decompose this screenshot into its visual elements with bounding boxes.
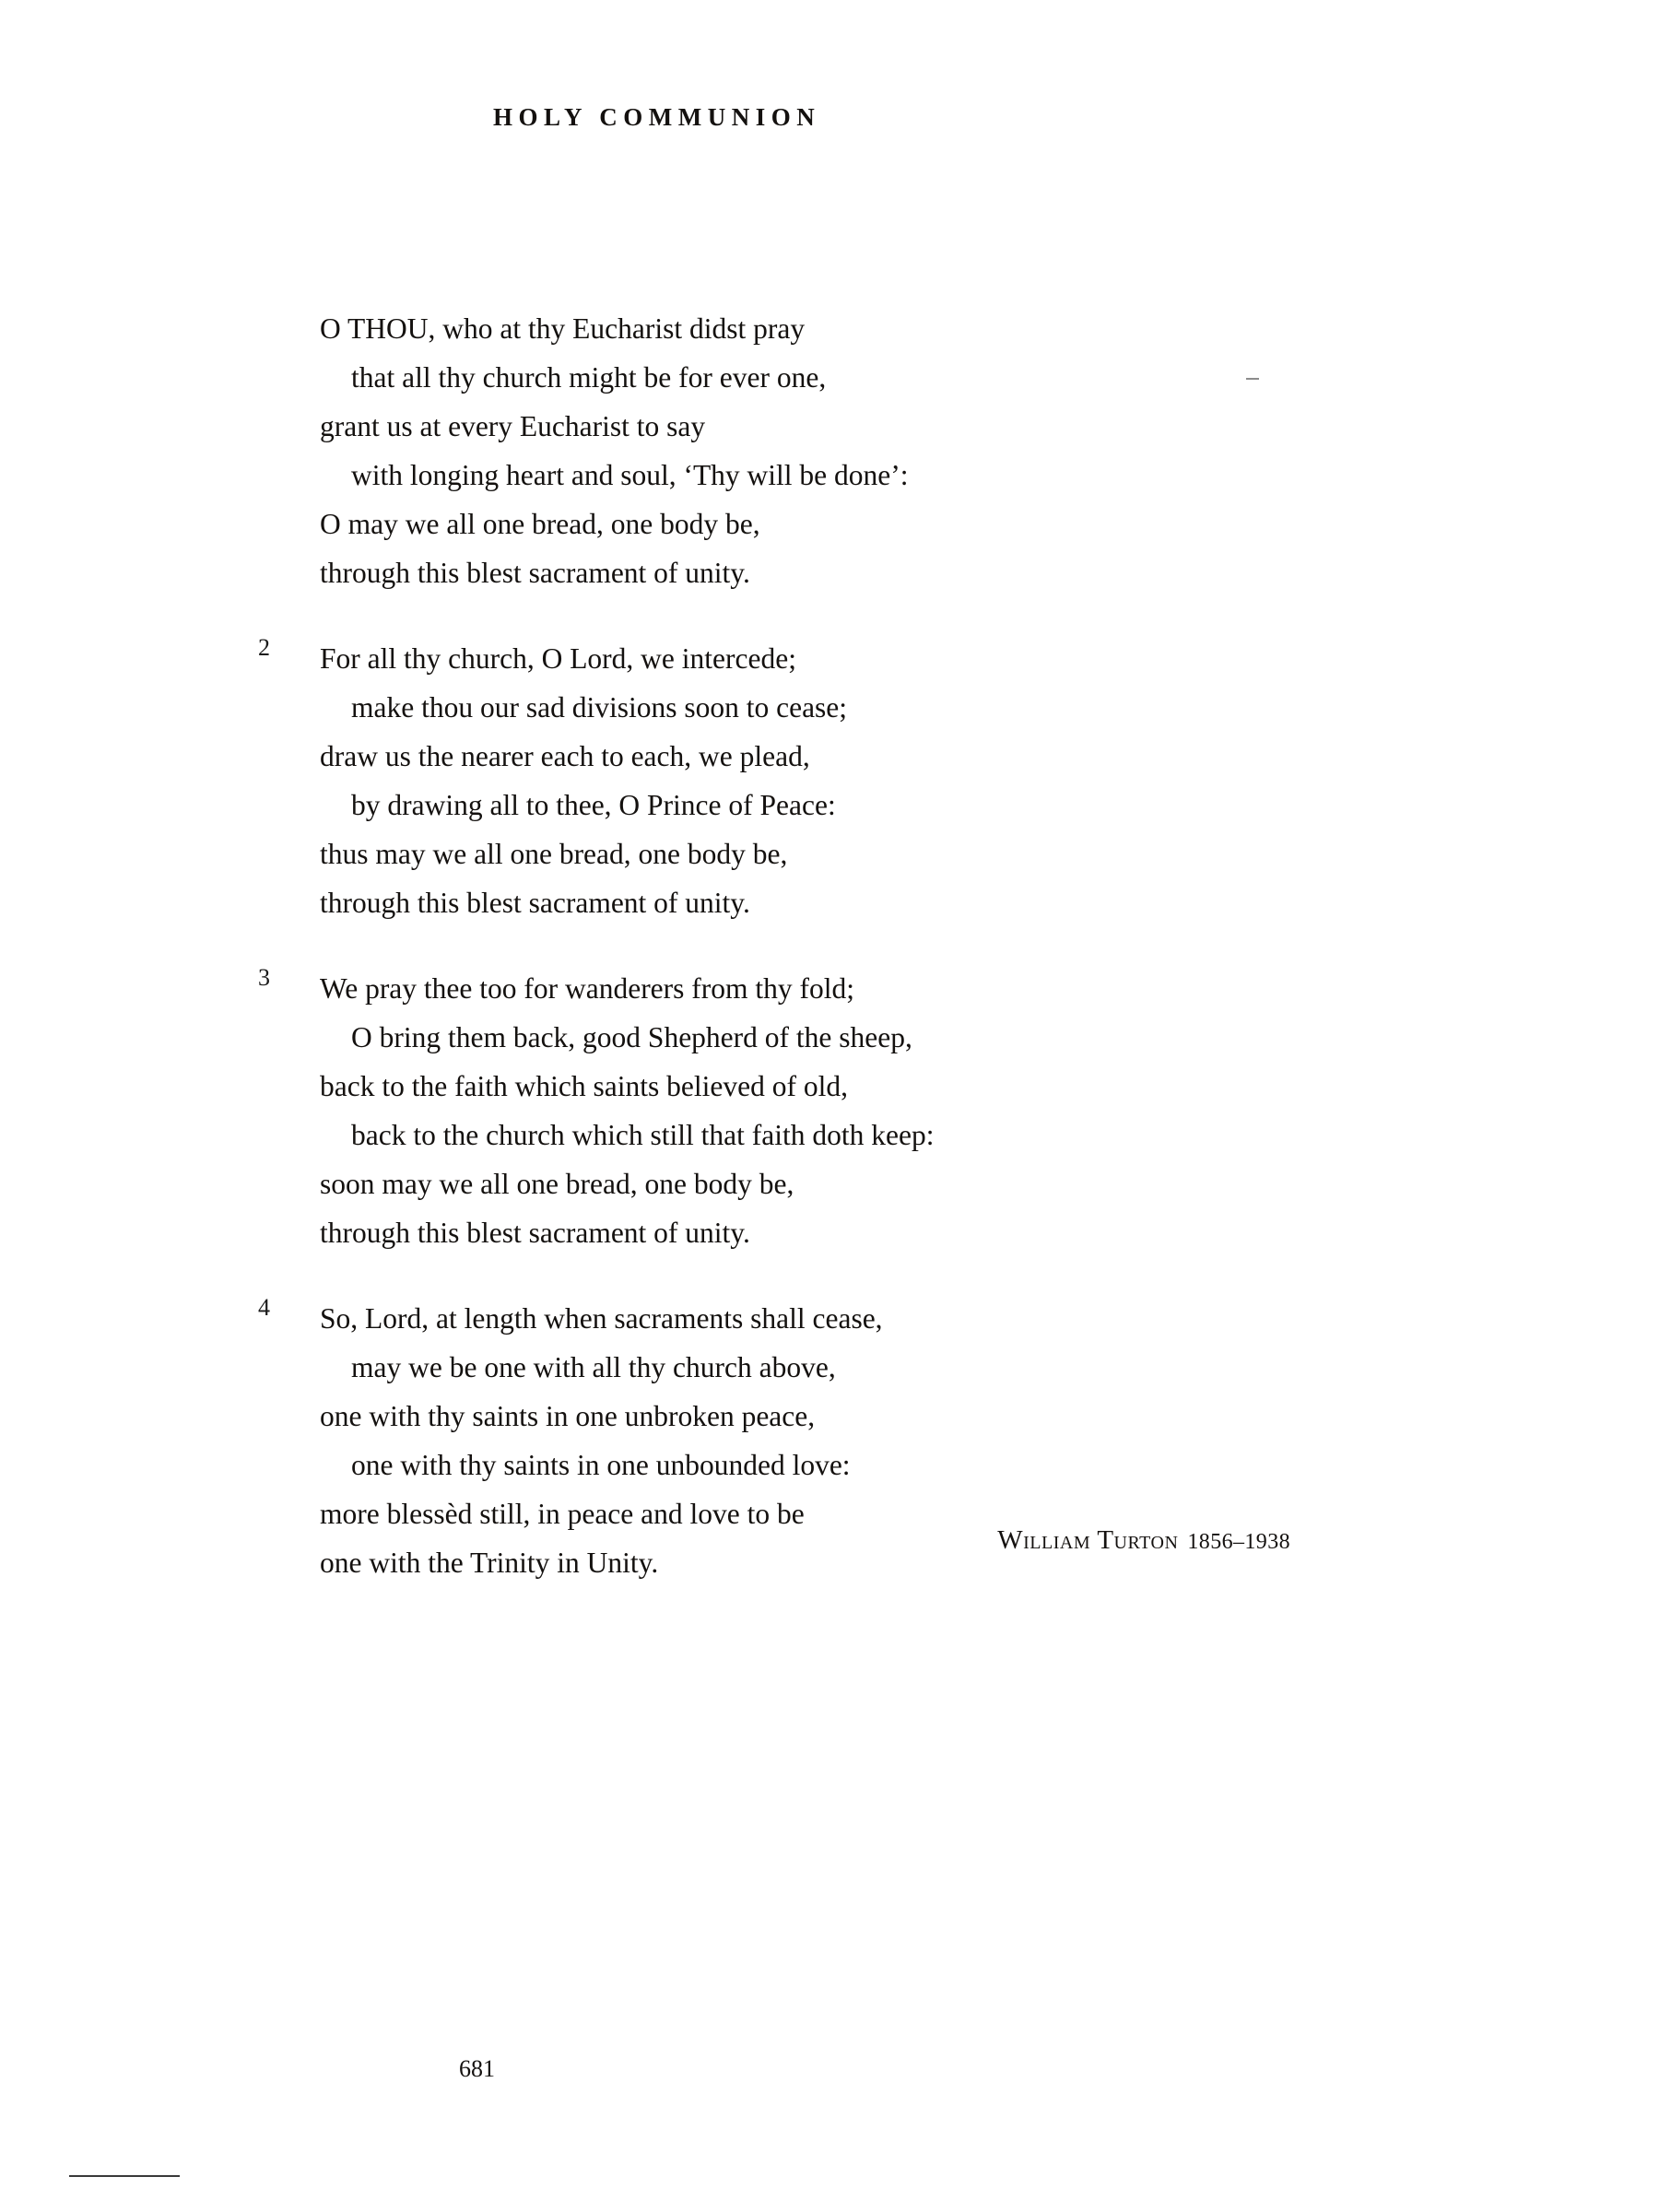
hymn-line: with longing heart and soul, ‘Thy will be done’: <box>351 459 909 491</box>
hymn-line: through this blest sacrament of unity. <box>320 887 750 919</box>
stanza <box>258 634 1318 927</box>
stanza <box>258 304 1318 597</box>
hymn-line: So, Lord, at length when sacraments shall cease, <box>320 1302 883 1335</box>
stanza-number: 4 <box>258 1294 270 1321</box>
hymn-line: through this blest sacrament of unity. <box>320 557 750 589</box>
stanza-number: 3 <box>258 964 270 991</box>
stanza-lines <box>320 634 1318 927</box>
hymn-line: soon may we all one bread, one body be, <box>320 1168 794 1200</box>
hymn-line: O THOU, who at thy Eucharist didst pray <box>320 312 806 345</box>
hymn-line: grant us at every Eucharist to say <box>320 410 706 442</box>
running-head: HOLY COMMUNION <box>493 103 821 131</box>
hymn-line: back to the church which still that faith doth keep: <box>351 1119 935 1151</box>
hymn-line: make thou our sad divisions soon to cease; <box>351 691 848 724</box>
hymn-line: more blessèd still, in peace and love to be <box>320 1498 805 1530</box>
stanza <box>258 964 1318 1257</box>
hymn-line: O bring them back, good Shepherd of the sheep, <box>351 1021 912 1053</box>
author-dates: 1856–1938 <box>1187 1530 1290 1554</box>
hymn-line: back to the faith which saints believed of old, <box>320 1070 848 1102</box>
hymn-line: draw us the nearer each to each, we plead, <box>320 740 810 772</box>
stanza-number: 2 <box>258 634 270 661</box>
page-edge-mark <box>69 2175 180 2177</box>
hymn-text <box>258 304 1318 1624</box>
hymn-line: For all thy church, O Lord, we intercede; <box>320 642 796 675</box>
author-name: William Turton <box>997 1525 1179 1555</box>
stanza-lines <box>320 304 1318 597</box>
stanza-lines <box>320 964 1318 1257</box>
hymn-line: that all thy church might be for ever one, <box>351 361 827 394</box>
hymn-line: one with thy saints in one unbounded love: <box>351 1449 851 1481</box>
hymn-line: one with the Trinity in Unity. <box>320 1547 659 1579</box>
hymn-line: O may we all one bread, one body be, <box>320 508 760 540</box>
hymn-line: through this blest sacrament of unity. <box>320 1217 750 1249</box>
attribution <box>0 1525 1290 1556</box>
hymn-line: one with thy saints in one unbroken peace, <box>320 1400 816 1432</box>
hymn-line: thus may we all one bread, one body be, <box>320 838 788 870</box>
hymn-line: may we be one with all thy church above, <box>351 1351 836 1383</box>
hymn-line: by drawing all to thee, O Prince of Peace: <box>351 789 836 821</box>
page-number: 681 <box>459 2055 495 2082</box>
hymn-line: We pray thee too for wanderers from thy fold; <box>320 972 855 1005</box>
